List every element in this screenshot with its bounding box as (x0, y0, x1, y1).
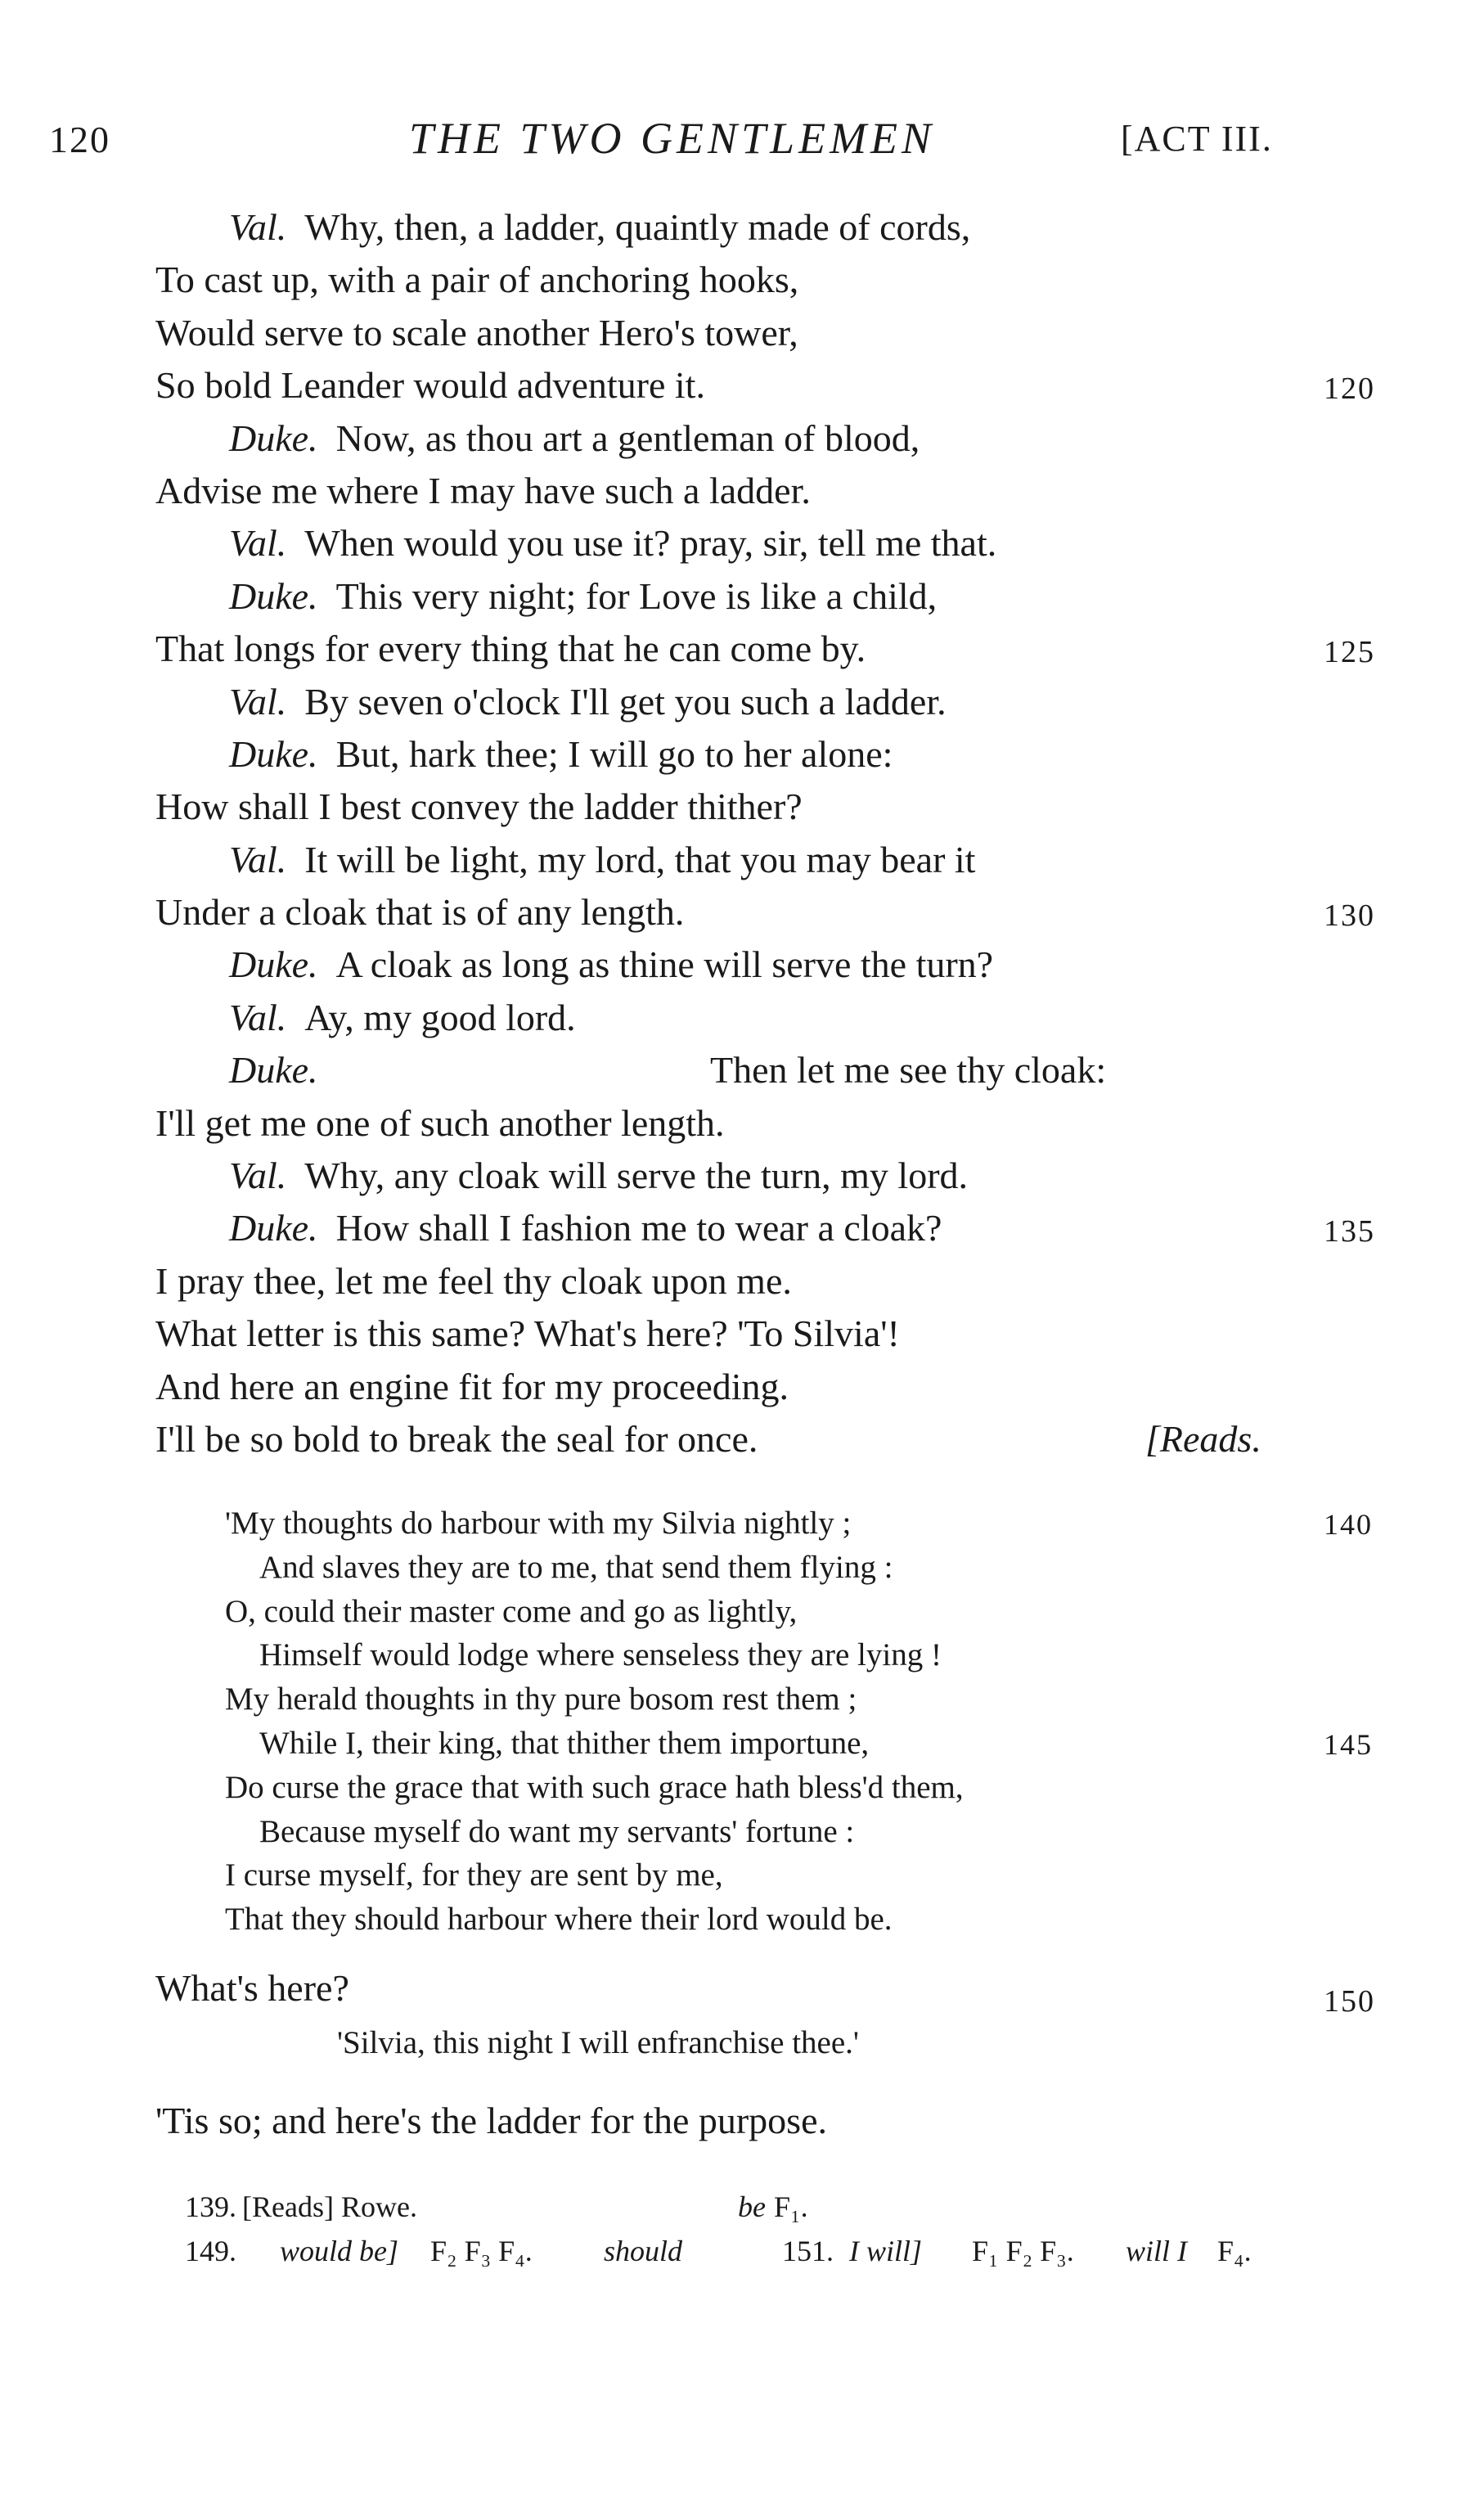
verse-line (155, 676, 1366, 728)
verse-line (155, 1361, 1366, 1413)
line-text: By seven o'clock I'll get you such a ladder. (304, 680, 947, 723)
letter-line (225, 1546, 1370, 1590)
letter-text: Because myself do want my servants' fortune : (259, 1813, 855, 1849)
verse-line (155, 1097, 1366, 1150)
footnote-text: [Reads] Rowe. (242, 2190, 417, 2223)
line-number: 135 (1324, 1214, 1375, 1249)
verse-line (155, 781, 1366, 833)
letter-block (225, 1501, 1373, 1942)
verse-line (155, 412, 1366, 465)
line-number: 140 (1324, 1508, 1373, 1541)
verse-line (155, 201, 1366, 254)
speaker-name: Duke. (229, 732, 318, 775)
letter-line (225, 1590, 1370, 1634)
verse-line (155, 359, 1375, 412)
letter-line (225, 1722, 1373, 1766)
letter-text: I curse myself, for they are sent by me, (225, 1857, 723, 1893)
line-text: I'll be so bold to break the seal for once. (155, 1417, 758, 1460)
line-text: I'll get me one of such another length. (155, 1101, 725, 1144)
line-number: 145 (1324, 1727, 1373, 1761)
verse-line (155, 1044, 1366, 1096)
verse-line (155, 2095, 827, 2147)
letter-line (225, 1898, 1370, 1942)
letter-text: O, could their master come and go as lightly, (225, 1593, 798, 1629)
speaker-name: Val. (229, 522, 287, 565)
page-number: 120 (49, 119, 110, 160)
line-text: What letter is this same? What's here? 'To Silvia'! (155, 1312, 900, 1355)
speaker-name: Val. (229, 206, 287, 248)
speaker-name: Val. (229, 996, 287, 1038)
speaker-name: Duke. (229, 574, 318, 617)
speaker-name: Val. (229, 1155, 287, 1197)
verse-line (155, 1150, 1366, 1202)
letter-line (337, 2021, 859, 2065)
footnote-reading: should (604, 2235, 683, 2267)
line-text: It will be light, my lord, that you may bear it (304, 838, 976, 880)
line-number: 150 (1324, 1984, 1375, 2019)
line-number: 125 (1324, 635, 1375, 670)
footnote-number: 151. (782, 2235, 834, 2267)
textual-notes (185, 2185, 1371, 2273)
verse-line (155, 834, 1366, 886)
letter-line (225, 1633, 1370, 1677)
running-title: THE TWO GENTLEMEN (409, 114, 936, 163)
letter-text: 'My thoughts do harbour with my Silvia nightly ; (225, 1506, 852, 1541)
line-text: That longs for every thing that he can come by. (155, 628, 866, 670)
letter-text: Himself would lodge where senseless they are lying ! (259, 1637, 942, 1673)
letter-line (225, 1766, 1370, 1810)
verse-line (155, 992, 1366, 1044)
letter-line (225, 1677, 1370, 1722)
line-text: Advise me where I may have such a ladder. (155, 469, 811, 511)
letter-line (225, 1501, 1373, 1546)
line-number: 120 (1324, 371, 1375, 407)
verse-line (155, 254, 1366, 306)
verse-line (155, 1962, 349, 2015)
verse-line (155, 623, 1375, 675)
line-text: When would you use it? pray, sir, tell me that. (304, 522, 997, 565)
footnote-lemma: I will] (849, 2235, 923, 2267)
line-text: Now, as thou art a gentleman of blood, (335, 416, 920, 459)
line-text: To cast up, with a pair of anchoring hooks, (155, 259, 799, 301)
line-text: And here an engine fit for my proceeding. (155, 1365, 789, 1407)
line-text: How shall I best convey the ladder thither? (155, 786, 803, 828)
speaker-name: Val. (229, 680, 287, 723)
line-text: I pray thee, let me feel thy cloak upon me. (155, 1259, 792, 1302)
speaker-name: Duke. (229, 1207, 318, 1249)
letter-text: While I, their king, that thither them importune, (259, 1725, 870, 1761)
line-text: But, hark thee; I will go to her alone: (335, 732, 893, 775)
line-number: 130 (1324, 898, 1375, 934)
letter-line (225, 1853, 1370, 1898)
line-text: This very night; for Love is like a child, (335, 574, 938, 617)
footnote-number: 149. (185, 2235, 236, 2267)
speaker-name: Duke. (229, 943, 318, 986)
line-text: 'Tis so; and here's the ladder for the purpose. (155, 2100, 827, 2141)
footnote-number: 139. (185, 2190, 236, 2223)
verse-line (155, 886, 1375, 939)
line-text: Why, any cloak will serve the turn, my lord. (304, 1155, 969, 1197)
footnote-edition: F₁ F₂ F₃. (972, 2235, 1074, 2267)
line-text: So bold Leander would adventure it. (155, 364, 705, 407)
line-text: How shall I fashion me to wear a cloak? (335, 1207, 942, 1249)
verse-line (155, 517, 1366, 569)
letter-line (225, 1810, 1370, 1854)
verse-line (155, 1255, 1366, 1308)
speaker-name: Duke. (229, 416, 318, 459)
verse-line (155, 1202, 1375, 1254)
line-continuation: Then let me see thy cloak: (710, 1049, 1107, 1092)
speaker-name: Duke. (229, 1049, 318, 1092)
verse-line (155, 939, 1366, 991)
footnote-row (185, 2185, 1371, 2229)
line-text: Ay, my good lord. (304, 996, 576, 1038)
footnote-edition: F₄. (1217, 2235, 1252, 2267)
letter-text: Do curse the grace that with such grace hath bless'd them, (225, 1769, 964, 1805)
letter-text: 'Silvia, this night I will enfranchise thee.' (337, 2025, 859, 2060)
verse-block (155, 201, 1375, 1465)
line-text: Would serve to scale another Hero's tower, (155, 311, 798, 353)
verse-line (155, 1413, 1366, 1465)
footnote-row (185, 2229, 1371, 2273)
footnote-lemma: would be] (280, 2235, 399, 2267)
stage-direction: [Reads. (1145, 1417, 1261, 1460)
act-label: [ACT III. (1121, 119, 1273, 159)
footnote-lemma: be (738, 2190, 766, 2223)
letter-text: And slaves they are to me, that send them flying : (259, 1549, 893, 1585)
verse-line (155, 728, 1366, 781)
speaker-name: Val. (229, 838, 287, 880)
footnote-reading: will I (1126, 2235, 1188, 2267)
line-text: Why, then, a ladder, quaintly made of cords, (304, 206, 971, 248)
verse-line (155, 570, 1366, 623)
verse-line (155, 307, 1366, 359)
footnote-edition: F₁. (774, 2190, 808, 2223)
verse-line (155, 465, 1366, 517)
verse-line (155, 1308, 1366, 1360)
line-text: A cloak as long as thine will serve the turn? (335, 943, 994, 986)
letter-text: My herald thoughts in thy pure bosom rest them ; (225, 1681, 857, 1717)
line-text: Under a cloak that is of any length. (155, 891, 685, 934)
running-header (0, 113, 1484, 170)
line-text: What's here? (155, 1967, 349, 2009)
footnote-edition: F₂ F₃ F₄. (430, 2235, 533, 2267)
letter-text: That they should harbour where their lord would be. (225, 1902, 893, 1938)
